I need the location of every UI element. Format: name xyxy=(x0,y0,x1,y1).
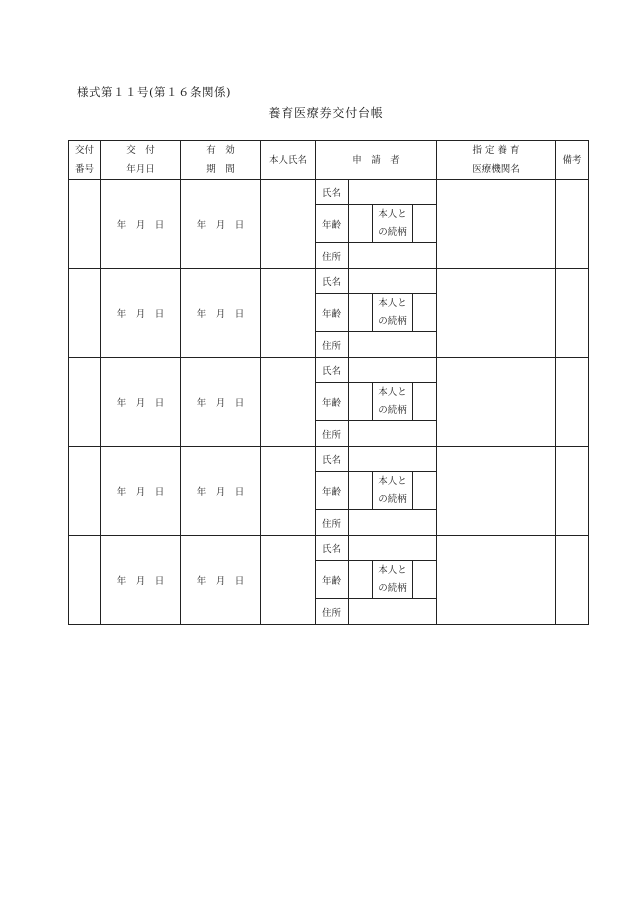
relationship-label-line1: 本人と xyxy=(378,208,407,220)
entry-4-issue-date[interactable]: 年 月 日 xyxy=(101,447,181,536)
entry-4-relationship-value[interactable] xyxy=(413,472,437,510)
entry-5-age-label: 年齢 xyxy=(316,561,349,599)
entry-2-remarks[interactable] xyxy=(556,269,589,358)
entry-4-address-label: 住所 xyxy=(316,510,349,536)
entry-3-person-name[interactable] xyxy=(261,358,316,447)
entry-3-name-value[interactable] xyxy=(349,358,437,383)
entry-5-relationship-label xyxy=(373,561,413,599)
entry-3-age-value[interactable] xyxy=(349,383,373,421)
entry-5-institution[interactable] xyxy=(437,536,556,625)
entry-1-age-value[interactable] xyxy=(349,205,373,243)
entry-4-name-label: 氏名 xyxy=(316,447,349,472)
entry-3-address-value[interactable] xyxy=(349,421,437,447)
header-issue-number-line1: 交付 xyxy=(74,145,94,156)
ledger-table xyxy=(68,140,589,625)
relationship-label-line1: 本人と xyxy=(378,297,407,309)
entry-3-relationship-label xyxy=(373,383,413,421)
entry-4-issue-number[interactable] xyxy=(69,447,101,536)
header-institution-line1: 指 定 養 育 xyxy=(472,145,520,156)
entry-3-address-label: 住所 xyxy=(316,421,349,447)
entry-4-age-value[interactable] xyxy=(349,472,373,510)
entry-1-institution[interactable] xyxy=(437,180,556,269)
entry-2-address-value[interactable] xyxy=(349,332,437,358)
header-issue-number xyxy=(69,141,101,180)
entry-3-age-label: 年齢 xyxy=(316,383,349,421)
entry-2-institution[interactable] xyxy=(437,269,556,358)
header-institution xyxy=(437,141,556,180)
entry-3-institution[interactable] xyxy=(437,358,556,447)
entry-1-validity[interactable]: 年 月 日 xyxy=(181,180,261,269)
entry-4-relationship-label xyxy=(373,472,413,510)
entry-4-age-label: 年齢 xyxy=(316,472,349,510)
entry-2-age-value[interactable] xyxy=(349,294,373,332)
header-row xyxy=(69,141,589,180)
entry-1-person-name[interactable] xyxy=(261,180,316,269)
relationship-label-line1: 本人と xyxy=(378,475,407,487)
entry-5-person-name[interactable] xyxy=(261,536,316,625)
page-title: 養育医療券交付台帳 xyxy=(268,106,384,120)
entry-1-name-value[interactable] xyxy=(349,180,437,205)
entry-2-age-label: 年齢 xyxy=(316,294,349,332)
entry-1-issue-number[interactable] xyxy=(69,180,101,269)
entry-1-relationship-value[interactable] xyxy=(413,205,437,243)
entry-2-issue-number[interactable] xyxy=(69,269,101,358)
entry-1-address-value[interactable] xyxy=(349,243,437,269)
entry-2-name-label: 氏名 xyxy=(316,269,349,294)
entry-2-person-name[interactable] xyxy=(261,269,316,358)
entry-3-name-label: 氏名 xyxy=(316,358,349,383)
relationship-label-line1: 本人と xyxy=(378,564,407,576)
entry-5-name-row xyxy=(69,536,589,561)
entry-1-name-row xyxy=(69,180,589,205)
entry-5-name-value[interactable] xyxy=(349,536,437,561)
header-validity xyxy=(181,141,261,180)
relationship-label-line2: の続柄 xyxy=(378,226,407,238)
entry-4-institution[interactable] xyxy=(437,447,556,536)
relationship-label-line2: の続柄 xyxy=(378,315,407,327)
entry-1-remarks[interactable] xyxy=(556,180,589,269)
header-issue-date-line1: 交 付 xyxy=(126,145,155,156)
entry-1-relationship-label xyxy=(373,205,413,243)
entry-1-issue-date[interactable]: 年 月 日 xyxy=(101,180,181,269)
entry-3-remarks[interactable] xyxy=(556,358,589,447)
entry-3-validity[interactable]: 年 月 日 xyxy=(181,358,261,447)
entry-3-issue-date[interactable]: 年 月 日 xyxy=(101,358,181,447)
entry-3-issue-number[interactable] xyxy=(69,358,101,447)
entry-5-address-value[interactable] xyxy=(349,599,437,625)
entry-3-name-row xyxy=(69,358,589,383)
entry-5-remarks[interactable] xyxy=(556,536,589,625)
entry-5-address-label: 住所 xyxy=(316,599,349,625)
entry-2-name-value[interactable] xyxy=(349,269,437,294)
entry-2-validity[interactable]: 年 月 日 xyxy=(181,269,261,358)
entry-1-age-label: 年齢 xyxy=(316,205,349,243)
entry-4-remarks[interactable] xyxy=(556,447,589,536)
header-applicant: 申 請 者 xyxy=(316,141,437,180)
entry-2-issue-date[interactable]: 年 月 日 xyxy=(101,269,181,358)
entry-4-name-value[interactable] xyxy=(349,447,437,472)
entry-2-relationship-value[interactable] xyxy=(413,294,437,332)
relationship-label-line2: の続柄 xyxy=(378,582,407,594)
entry-2-relationship-label xyxy=(373,294,413,332)
entry-3-relationship-value[interactable] xyxy=(413,383,437,421)
entry-4-person-name[interactable] xyxy=(261,447,316,536)
header-institution-line2: 医療機関名 xyxy=(472,164,520,175)
entry-5-issue-date[interactable]: 年 月 日 xyxy=(101,536,181,625)
relationship-label-line2: の続柄 xyxy=(378,493,407,505)
entry-1-name-label: 氏名 xyxy=(316,180,349,205)
entry-1-address-label: 住所 xyxy=(316,243,349,269)
relationship-label-line2: の続柄 xyxy=(378,404,407,416)
entry-5-issue-number[interactable] xyxy=(69,536,101,625)
entry-4-address-value[interactable] xyxy=(349,510,437,536)
entry-5-age-value[interactable] xyxy=(349,561,373,599)
header-issue-date-line2: 年月日 xyxy=(126,164,155,175)
entry-5-validity[interactable]: 年 月 日 xyxy=(181,536,261,625)
relationship-label-line1: 本人と xyxy=(378,386,407,398)
header-person-name: 本人氏名 xyxy=(261,141,316,180)
entry-4-name-row xyxy=(69,447,589,472)
header-issue-number-line2: 番号 xyxy=(74,164,94,175)
entry-4-validity[interactable]: 年 月 日 xyxy=(181,447,261,536)
form-number: 様式第１１号(第１６条関係) xyxy=(77,85,231,99)
header-validity-line2: 期 間 xyxy=(206,164,235,175)
header-remarks: 備考 xyxy=(556,141,589,180)
entry-5-relationship-value[interactable] xyxy=(413,561,437,599)
entry-2-address-label: 住所 xyxy=(316,332,349,358)
header-validity-line1: 有 効 xyxy=(206,145,235,156)
entry-2-name-row xyxy=(69,269,589,294)
header-issue-date xyxy=(101,141,181,180)
entry-5-name-label: 氏名 xyxy=(316,536,349,561)
